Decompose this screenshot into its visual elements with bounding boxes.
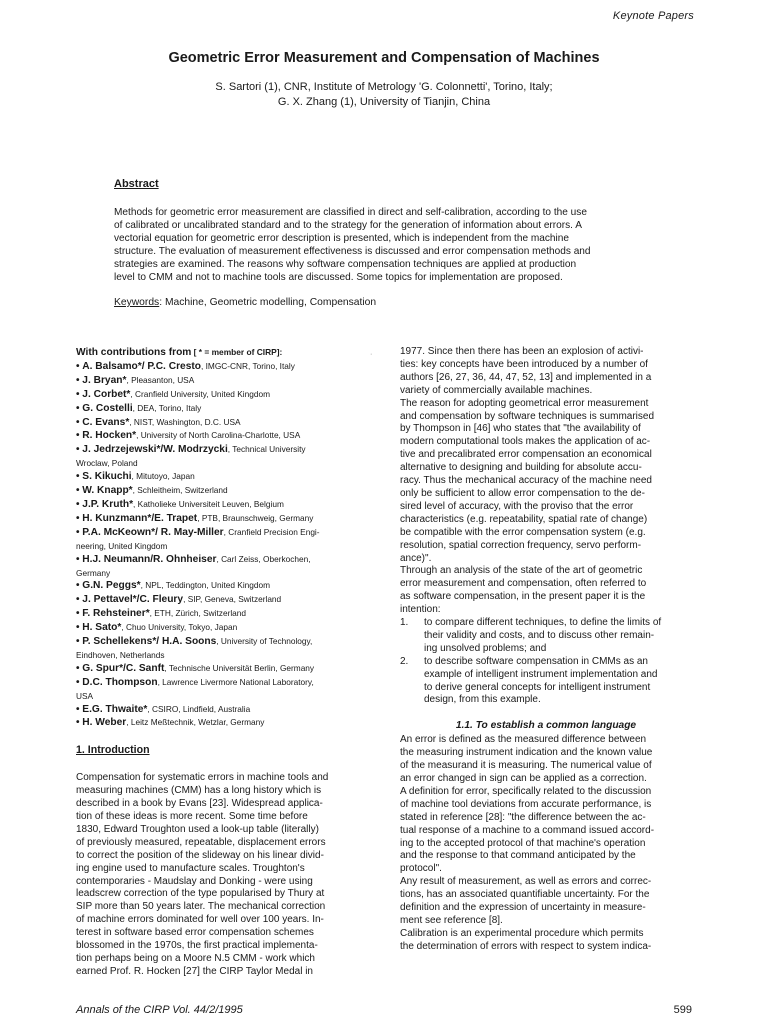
- keywords: [114, 297, 376, 308]
- contributor-affiliation: , Lawrence Livermore National Laboratory,: [157, 676, 314, 687]
- contributor-affiliation-cont: Wroclaw, Poland: [76, 458, 138, 469]
- abstract-line: level to CMM and not to machine tools are discussed. Some topics for implementation are proposed.: [114, 272, 563, 284]
- list-text-cont: their validity and costs, and to discuss other remain-: [424, 629, 655, 641]
- contributor-name: H. Kunzmann*/E. Trapet: [82, 512, 198, 524]
- contributor-affiliation: , Katholieke Universiteit Leuven, Belgium: [133, 498, 284, 509]
- body-line: 1830, Edward Troughton used a look-up table (literally): [76, 823, 319, 835]
- contributor-name: E.G. Thwaite*: [82, 703, 148, 715]
- running-head: Keynote Papers: [612, 10, 694, 22]
- contributor-item: [76, 498, 374, 512]
- list-item: [400, 617, 692, 630]
- body-line: tions, has an associated quantifiable uncertainty. For the: [400, 889, 650, 901]
- body-line: the determination of errors with respect to system indica-: [400, 940, 652, 952]
- contributor-name: F. Rehsteiner*: [82, 608, 150, 620]
- list-number: 1.: [400, 617, 409, 629]
- body-line: of machine tool deviations from accurate performance, is: [400, 798, 652, 810]
- contributor-item: [76, 593, 374, 607]
- contributor-affiliation-cont: Eindhoven, Netherlands: [76, 649, 165, 660]
- body-line: characteristics (e.g. repeatability, spatial rate of change): [400, 513, 648, 525]
- contributor-item: [76, 360, 374, 374]
- contributor-list: [76, 360, 374, 730]
- contributor-item: [76, 676, 374, 690]
- contributor-name: J.P. Kruth*: [82, 498, 134, 510]
- abstract-heading: Abstract: [114, 178, 159, 190]
- contributor-affiliation: , Mitutoyo, Japan: [131, 471, 195, 482]
- body-line: 1977. Since then there has been an explosion of activi-: [400, 346, 644, 357]
- contributor-item: [76, 579, 374, 593]
- body-line: A definition for error, specifically related to the discussion: [400, 785, 652, 797]
- body-line: Through an analysis of the state of the art of geometric: [400, 565, 643, 577]
- bullet-icon: •: [76, 444, 83, 456]
- right-column-text-b: [400, 734, 692, 953]
- page-number: 599: [673, 1004, 692, 1016]
- contributor-affiliation: , Pleasanton, USA: [126, 374, 195, 385]
- contributor-affiliation-cont: USA: [76, 690, 94, 701]
- list-text-cont: design, from this example.: [424, 694, 541, 706]
- contributor-item: [76, 512, 374, 526]
- bullet-icon: •: [76, 636, 83, 648]
- contributor-affiliation: , PTB, Braunschweig, Germany: [197, 512, 314, 523]
- body-line: by Thompson in [46] who states that "the availability of: [400, 423, 641, 435]
- journal-footer: Annals of the CIRP Vol. 44/2/1995: [76, 1004, 243, 1016]
- contributor-name: C. Evans*: [82, 416, 130, 428]
- bullet-icon: •: [76, 676, 83, 688]
- body-line: to correct the position of the slideway on his linear divid-: [76, 849, 324, 861]
- body-line: measuring machines (CMM) has a long history which is: [76, 785, 322, 797]
- contributor-affiliation: , University of Technology,: [216, 636, 313, 647]
- introduction-text: [76, 772, 374, 979]
- bullet-icon: •: [76, 622, 83, 634]
- body-line: and the response to that command anticipated by the: [400, 850, 636, 862]
- subsection-heading: 1.1. To establish a common language: [455, 720, 637, 732]
- body-line: terest in software based error compensation schemes: [76, 927, 314, 939]
- contributor-affiliation: , SIP, Geneva, Switzerland: [183, 594, 282, 605]
- contributor-item: [76, 416, 374, 430]
- body-line: contemporaries - Maudslay and Donking - were using: [76, 875, 313, 887]
- keywords-label: Keywords: [114, 297, 160, 308]
- bullet-icon: •: [76, 485, 83, 497]
- contributor-item: [76, 621, 374, 635]
- contributor-name: S. Kikuchi: [82, 471, 132, 483]
- contributor-name: R. Hocken*: [82, 430, 137, 442]
- contributor-name: P.A. McKeown*/ R. May-Miller: [82, 526, 224, 538]
- abstract-line: structure. The evaluation of measurement effectiveness is discussed and error compensation methods and: [114, 246, 591, 258]
- body-line: An error is defined as the measured difference between: [400, 734, 647, 746]
- contributor-affiliation: , Cranfield University, United Kingdom: [130, 388, 270, 399]
- contributor-affiliation: , University of North Carolina-Charlotte, USA: [136, 430, 301, 441]
- body-line: Any result of measurement, as well as errors and correc-: [400, 876, 652, 888]
- list-text-cont: ing unsolved problems; and: [424, 642, 547, 654]
- body-line: be compatible with the error compensation system (e.g.: [400, 526, 646, 538]
- body-line: only be sufficient to allow error compensation to the de-: [400, 487, 645, 499]
- margin-mark: ·: [370, 351, 373, 358]
- body-line: Compensation for systematic errors in machine tools and: [76, 772, 329, 784]
- bullet-icon: •: [76, 526, 83, 538]
- list-item: [400, 656, 692, 669]
- contributor-item: [76, 703, 374, 717]
- contributor-item: [76, 553, 374, 567]
- body-line: definition and the expression of uncertainty in measure-: [400, 902, 646, 914]
- contributor-name: G.N. Peggs*: [82, 580, 141, 592]
- contributor-affiliation: , DEA, Torino, Italy: [132, 402, 202, 413]
- contributor-item: [76, 716, 374, 730]
- abstract-line: of calibrated or uncalibrated standard and to the strategy for the generation of information about errors. A: [114, 220, 582, 232]
- list-text: to describe software compensation in CMMs as an: [424, 655, 648, 667]
- bullet-icon: •: [76, 703, 83, 715]
- body-line: sired level of accuracy, with the proviso that the error: [400, 500, 634, 512]
- bullet-icon: •: [76, 580, 83, 592]
- bullet-icon: •: [76, 430, 83, 442]
- contributor-affiliation: , CSIRO, Lindfield, Australia: [147, 703, 251, 714]
- contributor-affiliation: , Cranfield Precision Engi-: [223, 526, 320, 537]
- contributor-name: G. Spur*/C. Sanft: [82, 662, 165, 674]
- contributor-name: D.C. Thompson: [82, 676, 158, 688]
- body-line: intention:: [400, 604, 441, 616]
- contributor-item: [76, 388, 374, 402]
- contributor-item: [76, 635, 374, 649]
- body-line: described in a book by Evans [23]. Widespread applica-: [76, 798, 323, 810]
- author-block: [0, 80, 768, 110]
- body-line: alternative to designing and building for absolute accu-: [400, 462, 642, 474]
- contributions-heading-note: [ * = member of CIRP]:: [191, 347, 283, 357]
- bullet-icon: •: [76, 512, 83, 524]
- right-column-text-a: [400, 346, 692, 617]
- contributor-item: [76, 429, 374, 443]
- body-line: tion perhaps being on a Moore N.5 CMM - work which: [76, 952, 315, 964]
- contributor-affiliation: , Technical University: [227, 444, 306, 455]
- body-line: as software compensation, in the present paper it is the: [400, 591, 646, 603]
- contributor-item: [76, 662, 374, 676]
- list-text-cont: example of intelligent instrument implementation and: [424, 668, 658, 680]
- bullet-icon: •: [76, 360, 83, 372]
- author-line: S. Sartori (1), CNR, Institute of Metrology 'G. Colonnetti', Torino, Italy;: [215, 81, 553, 93]
- body-line: tual response of a machine to a command issued accord-: [400, 824, 655, 836]
- body-line: authors [26, 27, 36, 44, 47, 52, 13] and implemented in a: [400, 371, 652, 383]
- paper-title: Geometric Error Measurement and Compensation of Machines: [168, 50, 600, 66]
- contributor-name: J. Corbet*: [82, 388, 131, 400]
- contributor-name: J. Jedrzejewski*/W. Modrzycki: [82, 444, 228, 456]
- bullet-icon: •: [76, 402, 83, 414]
- body-line: leadscrew correction of the type popularised by Thury at: [76, 888, 325, 900]
- list-number: 2.: [400, 655, 409, 667]
- body-line: SIP more than 50 years later. The mechanical correction: [76, 901, 326, 913]
- body-line: Calibration is an experimental procedure which permits: [400, 927, 644, 939]
- bullet-icon: •: [76, 498, 83, 510]
- contributor-name: J. Bryan*: [82, 374, 127, 386]
- body-line: variety of commercially available machines.: [400, 384, 593, 396]
- body-line: ing to the accepted protocol of that machine's operation: [400, 837, 646, 849]
- bullet-icon: •: [76, 374, 83, 386]
- bullet-icon: •: [76, 553, 83, 565]
- contributor-item: [76, 470, 374, 484]
- bullet-icon: •: [76, 471, 83, 483]
- contributor-item: [76, 443, 374, 457]
- contributor-affiliation: , Carl Zeiss, Oberkochen,: [216, 553, 311, 564]
- contributions-heading-main: With contributions from: [76, 347, 192, 358]
- bullet-icon: •: [76, 416, 83, 428]
- right-column: [400, 346, 692, 954]
- bullet-icon: •: [76, 608, 83, 620]
- body-line: ance)".: [400, 552, 432, 564]
- contributions-heading: [76, 346, 374, 360]
- body-line: modern computational tools makes the application of ac-: [400, 436, 651, 448]
- contributor-name: H. Weber: [82, 717, 127, 729]
- contributor-name: H. Sato*: [82, 622, 122, 634]
- contributor-affiliation: , NIST, Washington, D.C. USA: [129, 416, 241, 427]
- body-line: The reason for adopting geometrical error measurement: [400, 397, 649, 409]
- keywords-text: : Machine, Geometric modelling, Compensation: [159, 297, 377, 308]
- bullet-icon: •: [76, 594, 83, 606]
- contributor-name: H.J. Neumann/R. Ohnheiser: [82, 553, 217, 565]
- list-text-cont: to derive general concepts for intelligent instrument: [424, 681, 651, 693]
- left-column: [76, 346, 374, 979]
- contributor-affiliation-cont: neering, United Kingdom: [76, 540, 168, 551]
- bullet-icon: •: [76, 717, 83, 729]
- contributor-affiliation: , ETH, Zürich, Switzerland: [149, 608, 247, 619]
- contributor-item: [76, 402, 374, 416]
- body-line: ties: key concepts have been introduced by a number of: [400, 358, 648, 370]
- contributor-affiliation: , Leitz Meßtechnik, Wetzlar, Germany: [126, 717, 265, 728]
- contributor-affiliation: , Technische Universität Berlin, Germany: [164, 662, 315, 673]
- contributor-item: [76, 607, 374, 621]
- bullet-icon: •: [76, 388, 83, 400]
- body-line: an error changed in sign can be applied as a correction.: [400, 773, 647, 784]
- body-line: of machine errors dominated for well over 100 years. In-: [76, 914, 324, 926]
- contributor-affiliation: , Chuo University, Tokyo, Japan: [121, 622, 238, 633]
- list-text: to compare different techniques, to define the limits of: [424, 617, 662, 629]
- body-line: ment see reference [8].: [400, 914, 503, 926]
- contributor-item: [76, 526, 374, 540]
- contributor-name: W. Knapp*: [82, 485, 133, 497]
- abstract-line: strategies are examined. The reasons why software compensation techniques are applied at production: [114, 259, 577, 271]
- abstract-line: Methods for geometric error measurement are classified in direct and self-calibration, according to the use: [114, 207, 587, 218]
- contributor-item: [76, 374, 374, 388]
- contributor-item: [76, 484, 374, 498]
- contributor-name: A. Balsamo*/ P.C. Cresto: [82, 360, 201, 372]
- contributor-name: J. Pettavel*/C. Fleury: [82, 594, 184, 606]
- abstract-line: vectorial equation for geometric error description is presented, which is independent from the machine: [114, 233, 570, 245]
- bullet-icon: •: [76, 662, 83, 674]
- abstract-text: [114, 206, 674, 285]
- body-line: earned Prof. R. Hocken [27] the CIRP Taylor Medal in: [76, 965, 313, 977]
- body-line: stated in reference [28]: "the difference between the ac-: [400, 811, 646, 823]
- contributor-affiliation: , NPL, Teddington, United Kingdom: [140, 580, 271, 591]
- contributor-name: G. Costelli: [82, 402, 133, 414]
- body-line: ing engine used to manufacture scales. Troughton's: [76, 862, 305, 874]
- body-line: and compensation by software techniques is summarised: [400, 410, 655, 422]
- body-line: the measuring instrument indication and the known value: [400, 747, 653, 759]
- body-line: resolution, spatial correction frequency, servo perform-: [400, 539, 642, 551]
- body-line: racy. Thus the mechanical accuracy of the machine need: [400, 475, 652, 487]
- body-line: of the measurand it is measuring. The numerical value of: [400, 760, 652, 772]
- body-line: of previously measured, repeatable, displacement errors: [76, 836, 326, 848]
- contributor-name: P. Schellekens*/ H.A. Soons: [82, 636, 217, 648]
- contributor-affiliation: , IMGC-CNR, Torino, Italy: [201, 360, 295, 371]
- body-line: tive and precalibrated error compensation an economical: [400, 449, 652, 461]
- intention-list: [400, 617, 692, 707]
- section-heading-introduction: 1. Introduction: [76, 744, 150, 757]
- author-line: G. X. Zhang (1), University of Tianjin, China: [277, 96, 491, 108]
- body-line: error measurement and compensation, often referred to: [400, 578, 647, 590]
- body-line: tion of these ideas is more recent. Some time before: [76, 811, 308, 822]
- contributor-affiliation: , Schleitheim, Switzerland: [132, 485, 228, 496]
- body-line: blossomed in the 1970s, the first practical implementa-: [76, 940, 318, 952]
- contributor-affiliation-cont: Germany: [76, 567, 111, 578]
- body-line: protocol".: [400, 863, 442, 875]
